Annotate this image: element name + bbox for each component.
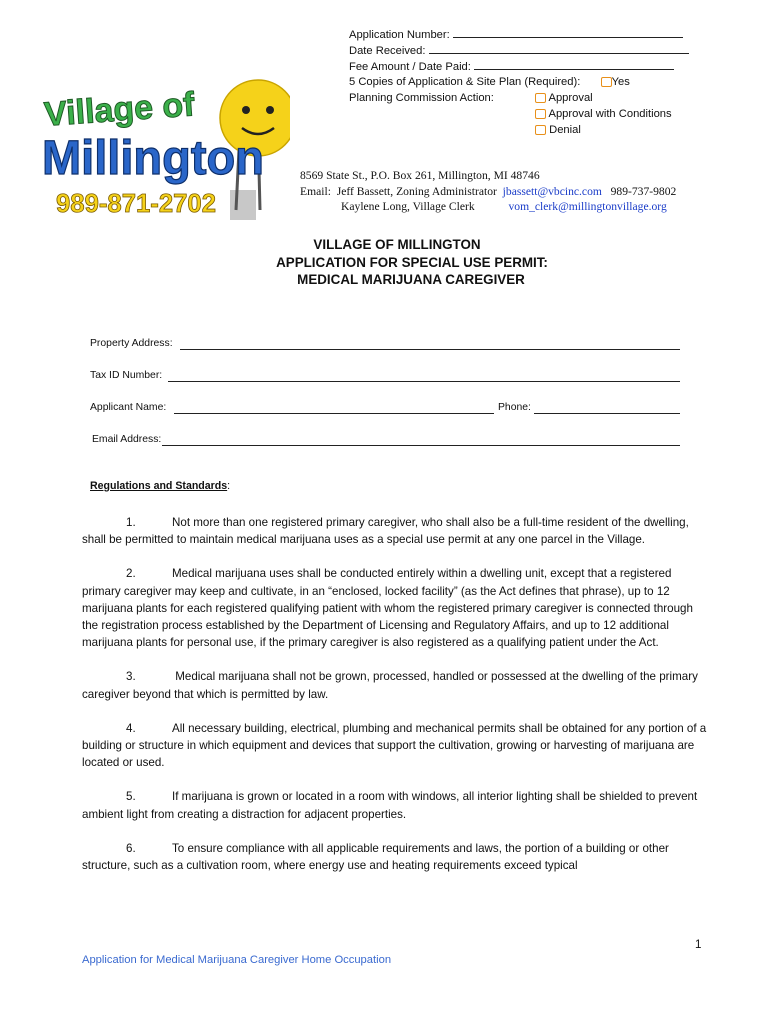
page-number: 1 — [695, 938, 702, 951]
email-label: Email: — [300, 184, 331, 198]
regulation-item — [82, 514, 708, 548]
regulation-item — [82, 788, 708, 822]
document-title — [0, 236, 770, 289]
applicant-fields — [90, 338, 680, 466]
title-line1: VILLAGE OF MILLINGTON — [313, 237, 481, 252]
regulations-heading-colon: : — [227, 480, 231, 492]
regulation-text: Not more than one registered primary caregiver, who shall also be a full-time resident of the dwelling, shall be permitted to maintain medical marijuana uses as a special use permit at any one parcel in the Village. — [82, 516, 689, 547]
contact-info — [300, 168, 676, 215]
regulation-text: All necessary building, electrical, plumbing and mechanical permits shall be obtained for any portion of a building or structure in which equipment and devices that support the cultivation, growing or harvesting of marijuana are located or used. — [82, 721, 707, 770]
date-received-line[interactable] — [429, 42, 689, 54]
regulation-text: To ensure compliance with all applicable requirements and laws, the portion of a building or other structure, such as a cultivation room, where energy use and heating requirements exceed typical — [82, 841, 669, 873]
property-address-field — [90, 338, 680, 370]
regulation-item — [82, 720, 708, 772]
date-received-row — [349, 42, 689, 58]
regulation-item — [82, 668, 708, 702]
application-number-label: Application Number: — [349, 29, 450, 41]
application-number-line[interactable] — [453, 26, 683, 38]
regulations-heading-text: Regulations and Standards — [90, 480, 228, 492]
page-footer: Application for Medical Marijuana Caregiver Home Occupation — [82, 954, 392, 966]
tax-id-input[interactable] — [168, 381, 680, 382]
phone-label: Phone: — [498, 402, 531, 413]
regulation-number: 6. — [126, 841, 136, 855]
fee-amount-label: Fee Amount / Date Paid: — [349, 61, 471, 73]
logo-line1: Village of — [42, 85, 196, 134]
title-line3: MEDICAL MARIJUANA CAREGIVER — [297, 272, 525, 287]
denial-row — [349, 122, 689, 138]
planning-commission-label: Planning Commission Action: — [349, 92, 494, 104]
admin-phone: 989-737-9802 — [610, 184, 677, 198]
approval-conditions-checkbox[interactable] — [535, 109, 546, 119]
regulation-number: 4. — [126, 721, 136, 735]
title-line2: APPLICATION FOR SPECIAL USE PERMIT: — [276, 254, 548, 270]
tax-id-field — [90, 370, 680, 402]
approval-option — [535, 90, 593, 106]
village-logo — [40, 70, 290, 222]
planning-commission-row — [349, 90, 689, 106]
applicant-name-label: Applicant Name: — [90, 402, 167, 413]
admin-email-link[interactable]: jbassett@vbcinc.com — [502, 184, 602, 198]
phone-input[interactable] — [534, 413, 680, 414]
application-number-row — [349, 26, 689, 42]
clerk-name: Kaylene Long, Village Clerk — [341, 200, 475, 213]
property-address-label: Property Address: — [90, 338, 173, 349]
admin-contact-row — [300, 184, 676, 200]
copies-row — [349, 74, 689, 90]
regulation-text: If marijuana is grown or located in a room with windows, all interior lighting shall be shielded to prevent ambient light from creating a distraction for adjacent properties. — [82, 790, 698, 821]
approval-conditions-row — [349, 106, 689, 122]
email-address-label: Email Address: — [92, 434, 162, 445]
address-text: 8569 State St., P.O. Box 261, Millington, MI 48746 — [300, 169, 540, 182]
regulation-text: Medical marijuana shall not be grown, processed, handled or possessed at the dwelling of the primary caregiver beyond that which is permitted by law. — [82, 670, 698, 701]
applicant-name-input[interactable] — [174, 413, 494, 414]
denial-checkbox[interactable] — [535, 125, 546, 135]
regulation-item — [82, 565, 708, 651]
regulation-text: Medical marijuana uses shall be conducted entirely within a dwelling unit, except that a registered primary caregiver may keep and cultivate, in an “enclosed, locked facility” (as the Act defines that phrase), up to 12 marijuana plants for each registered qualifying patient with whom the registered primary caregiver is connected through the registration process established by the Department of Licensing and Regulatory Affairs, and up to 12 additional marijuana plants for personal use, if the primary caregiver is also registered as a qualifying patient under the Act. — [82, 567, 693, 650]
regulation-number: 3. — [126, 670, 136, 684]
regulation-number: 1. — [126, 516, 136, 529]
property-address-input[interactable] — [180, 349, 680, 350]
copies-label: 5 Copies of Application & Site Plan (Required): — [349, 76, 581, 88]
regulation-number: 5. — [126, 790, 136, 804]
email-field — [90, 434, 680, 466]
fee-amount-row — [349, 58, 689, 74]
approval-conditions-label: Approval with Conditions — [548, 108, 672, 120]
fee-amount-line[interactable] — [474, 58, 674, 70]
approval-checkbox[interactable] — [535, 93, 546, 103]
regulation-number: 2. — [126, 567, 136, 581]
admin-name: Jeff Bassett, Zoning Administrator — [336, 184, 497, 198]
clerk-email-link[interactable]: vom_clerk@millingtonvillage.org — [508, 200, 667, 213]
tax-id-label: Tax ID Number: — [90, 370, 163, 381]
approval-label: Approval — [548, 92, 593, 104]
office-use-block — [349, 26, 689, 138]
logo-phone: 989-871-2702 — [56, 188, 216, 218]
denial-label: Denial — [549, 124, 581, 136]
copies-yes-checkbox[interactable] — [601, 77, 612, 87]
regulations-heading — [90, 480, 230, 492]
approval-conditions-option — [535, 106, 672, 122]
clerk-contact-row — [300, 199, 676, 215]
denial-option — [535, 122, 581, 138]
applicant-name-field — [90, 402, 680, 434]
copies-yes-label: Yes — [611, 76, 630, 88]
regulations-list — [82, 514, 708, 891]
date-received-label: Date Received: — [349, 45, 426, 57]
regulation-item — [82, 840, 708, 874]
logo-line2: Millington — [42, 132, 264, 185]
email-address-input[interactable] — [162, 445, 680, 446]
